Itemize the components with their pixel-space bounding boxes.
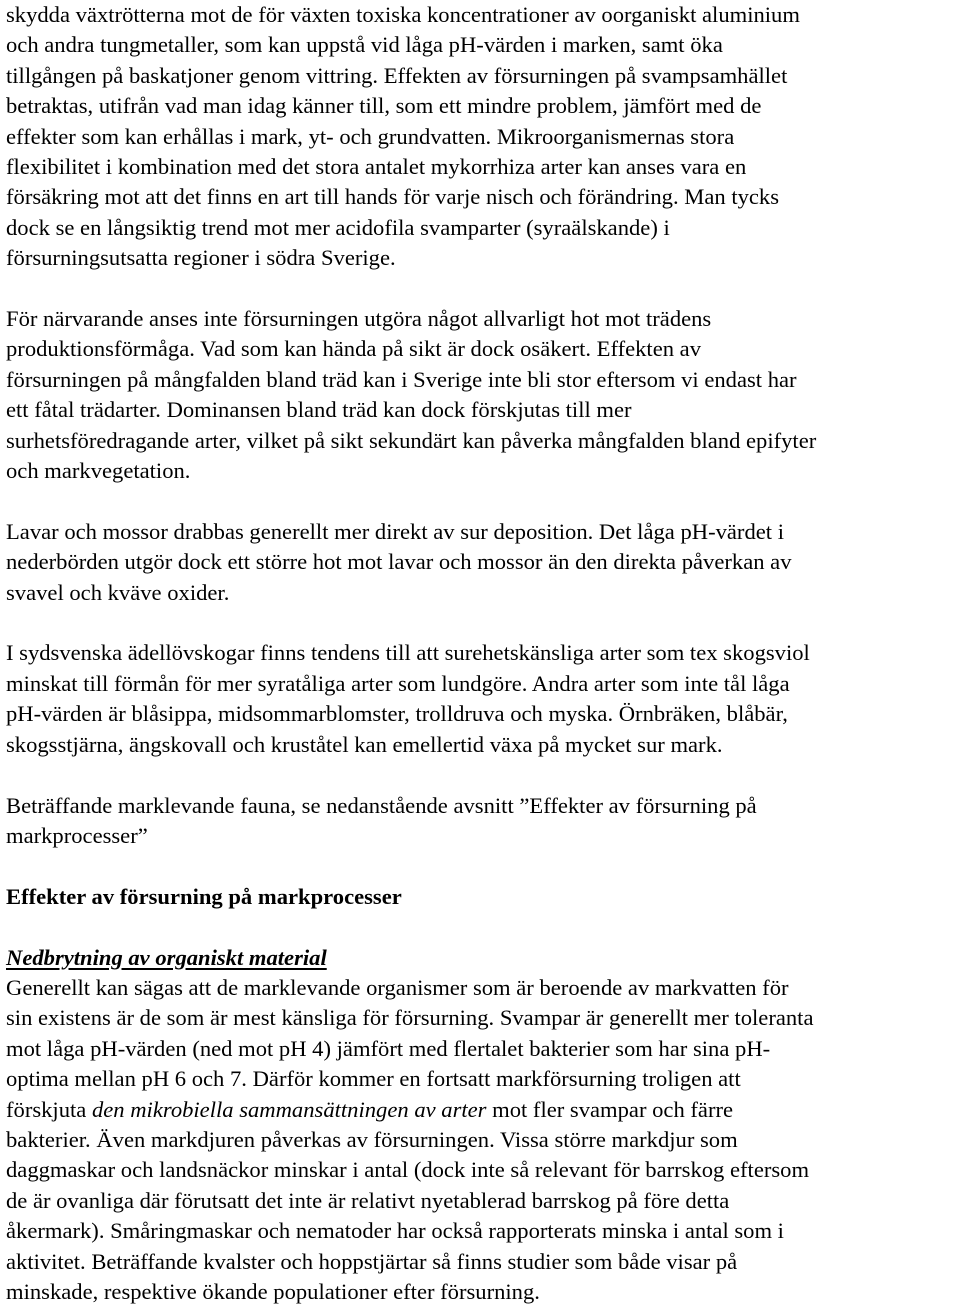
text-line: försurningsutsatta regioner i södra Sverige. [6, 245, 396, 271]
text-segment: förskjuta [6, 1096, 92, 1122]
text-line: betraktas, utifrån vad man idag känner till, som ett mindre problem, jämfört med de [6, 93, 762, 119]
paragraph-mycorrhiza [6, 0, 954, 274]
text-line: skogsstjärna, ängskovall och kruståtel kan emellertid växa på mycket sur mark. [6, 731, 723, 757]
text-line: optima mellan pH 6 och 7. Därför kommer en fortsatt markförsurning troligen att [6, 1066, 741, 1092]
text-line: tillgången på baskatjoner genom vittring. Effekten av försurningen på svampsamhället [6, 62, 788, 88]
text-line: sin existens är de som är mest känsliga för försurning. Svampar är generellt mer toleranta [6, 1005, 814, 1031]
paragraph-deciduous-forests [6, 638, 954, 760]
text-line: försäkring mot att det finns en art till hands för varje nisch och förändring. Man tycks [6, 184, 780, 210]
text-line: Lavar och mossor drabbas generellt mer direkt av sur deposition. Det låga pH-värdet i [6, 518, 784, 544]
text-line: försurningen på mångfalden bland träd kan i Sverige inte bli stor eftersom vi endast har [6, 366, 797, 392]
text-line: Beträffande marklevande fauna, se nedanstående avsnitt ”Effekter av försurning på [6, 792, 757, 818]
text-line: Generellt kan sägas att de marklevande organismer som är beroende av markvatten för [6, 974, 789, 1000]
paragraph-lichens-mosses [6, 517, 954, 608]
text-line: och markvegetation. [6, 458, 191, 484]
text-line: bakterier. Även markdjuren påverkas av försurningen. Vissa större markdjur som [6, 1126, 738, 1152]
section-heading: Effekter av försurning på markprocesser [6, 883, 402, 909]
italic-phrase: den mikrobiella sammansättningen av arter [91, 1096, 487, 1122]
text-line: nederbörden utgör dock ett större hot mot lavar och mossor än den direkta påverkan av [6, 549, 792, 575]
text-line [6, 1095, 954, 1125]
text-line: I sydsvenska ädellövskogar finns tendens till att surehetskänsliga arter som tex skogsviol [6, 640, 810, 666]
text-line: markprocesser” [6, 822, 148, 848]
paragraph-decomposition [6, 973, 954, 1307]
text-line: aktivitet. Beträffande kvalster och hoppstjärtar så finns studier som både visar på [6, 1248, 738, 1274]
text-line: För närvarande anses inte försurningen utgöra något allvarligt hot mot trädens [6, 306, 712, 332]
text-line: svavel och kväve oxider. [6, 579, 230, 605]
text-line: flexibilitet i kombination med det stora antalet mykorrhiza arter kan anses vara en [6, 154, 747, 180]
subsection-heading-text: Nedbrytning av organiskt material [6, 944, 327, 970]
text-line: daggmaskar och landsnäckor minskar i antal (dock inte så relevant för barrskog eftersom [6, 1157, 810, 1183]
text-line: produktionsförmåga. Vad som kan hända på sikt är dock osäkert. Effekten av [6, 336, 701, 362]
paragraph-soil-fauna-reference [6, 791, 954, 852]
text-line: minskat till förmån för mer syratåliga arter som lundgöre. Andra arter som inte tål låga [6, 670, 790, 696]
text-line: och andra tungmetaller, som kan uppstå vid låga pH-värden i marken, samt öka [6, 32, 723, 58]
text-line: surhetsföredragande arter, vilket på sikt sekundärt kan påverka mångfalden bland epifyter [6, 427, 817, 453]
text-line: minskade, respektive ökande populationer efter försurning. [6, 1278, 540, 1304]
paragraph-trees [6, 304, 954, 486]
document-page [6, 0, 954, 1307]
text-line: ett fåtal trädarter. Dominansen bland träd kan dock förskjutas till mer [6, 397, 632, 423]
text-line: skydda växtrötterna mot de för växten toxiska koncentrationer av oorganiskt aluminium [6, 2, 800, 27]
text-line: mot låga pH-värden (ned mot pH 4) jämfört med flertalet bakterier som har sina pH- [6, 1035, 771, 1061]
text-segment: mot fler svampar och färre [486, 1096, 734, 1122]
text-line: pH-värden är blåsippa, midsommarblomster, trolldruva och myska. Örnbräken, blåbär, [6, 701, 788, 727]
text-line: effekter som kan erhållas i mark, yt- och grundvatten. Mikroorganismernas stora [6, 123, 735, 149]
text-line: åkermark). Småringmaskar och nematoder har också rapporterats minska i antal som i [6, 1218, 784, 1244]
text-line: de är ovanliga där förutsatt det inte är relativt nyetablerad barrskog på före detta [6, 1187, 730, 1213]
subsection-heading [6, 943, 954, 973]
text-line: dock se en långsiktig trend mot mer acidofila svamparter (syraälskande) i [6, 214, 670, 240]
